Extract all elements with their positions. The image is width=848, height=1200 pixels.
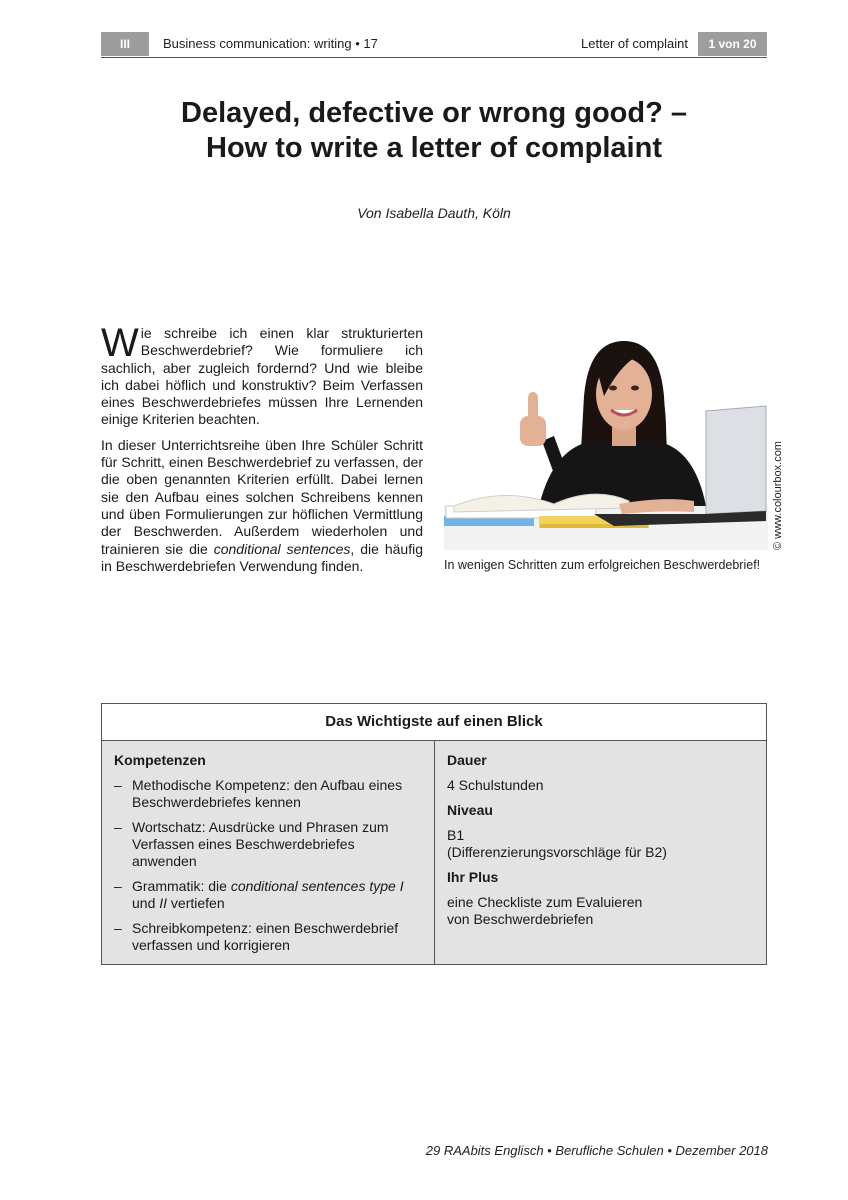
grammar-italic: conditional sentences type I [230,878,404,894]
competencies-heading: Kompetenzen [114,752,206,768]
intro-p2-italic: conditional sentences [213,540,351,557]
photo-credit: © www.colourbox.com [772,441,784,550]
grammar-italic-2: II [159,895,168,911]
section-number: III [101,32,149,56]
intro-p2-end: , die häufig in Beschwerdebriefen Verwendung finden. [101,540,423,574]
list-dash: – [114,920,122,936]
list-item [114,777,422,811]
plus-value [447,894,754,928]
grammar-text: Grammatik: die [132,878,231,894]
level-value [447,827,754,861]
level-heading: Niveau [447,802,493,818]
list-item [114,920,422,954]
intro-paragraph-1 [101,321,423,429]
grammar-and: und [132,895,160,911]
list-item-text: Schreibkompetenz: einen Beschwerdebrief verfassen und korrigieren [132,920,399,953]
intro-paragraph-2 [101,437,423,575]
intro-p2-text: In dieser Unterrichtsreihe üben Ihre Schüler Schritt für Schritt, einen Beschwerdebrief zu verfassen, der die oben genannten Kriterien erfüllt. Dabei lernen sie den Aufbau eines solchen Schreibens kennen und üben Formulierungen zur höflichen Vermittlung der Beschwerden. Außerdem wiederholen und trainieren sie die [101,436,423,557]
list-item-text: Methodische Kompetenz: den Aufbau eines Beschwerdebriefes kennen [132,777,403,810]
page-title [101,96,767,166]
list-item-text: Wortschatz: Ausdrücke und Phrasen zum Verfassen eines Beschwerdebriefes anwenden [132,819,389,869]
plus-line-1: eine Checkliste zum Evaluieren [447,894,643,910]
title-line-1: Delayed, defective or wrong good? – [181,97,687,129]
level-line-1: B1 [447,827,465,843]
grammar-end: vertiefen [167,895,225,911]
intro-p1-text: ie schreibe ich einen klar strukturierten Beschwerdebrief? Wie formuliere ich sachlich, aber zugleich fordernd? Und wie bleibe ich dabei höflich und konstruktiv? Beim Verfassen eines Beschwerdebriefes müssen Ihre Lernenden einige Kriterien beachten. [101,325,423,428]
page-header [101,32,767,58]
list-dash: – [114,819,122,835]
details-column [435,741,766,964]
duration-value: 4 Schulstunden [447,777,544,793]
competencies-list [114,777,422,954]
competencies-column [102,741,435,964]
photo-woman-laptop [444,336,768,550]
plus-heading: Ihr Plus [447,869,499,885]
list-dash: – [114,777,122,793]
intro-text [101,321,423,583]
title-line-2: How to write a letter of complaint [206,132,662,164]
summary-box [101,703,767,965]
list-dash: – [114,878,122,894]
page-footer: 29 RAAbits Englisch • Berufliche Schulen • Dezember 2018 [425,1143,768,1158]
author-line: Von Isabella Dauth, Köln [357,205,511,221]
drop-cap: W [101,321,139,365]
header-topic: Business communication: writing • 17 [163,36,378,51]
list-item [114,819,422,870]
page-indicator: 1 von 20 [698,32,767,56]
summary-heading: Das Wichtigste auf einen Blick [102,704,766,741]
plus-line-2: von Beschwerdebriefen [447,911,594,927]
header-doc-type: Letter of complaint [581,36,688,51]
list-item [114,878,422,912]
photo-illustration [444,336,768,550]
level-line-2: (Differenzierungsvorschläge für B2) [447,844,667,860]
photo-caption: In wenigen Schritten zum erfolgreichen Beschwerdebrief! [444,558,761,572]
duration-heading: Dauer [447,752,487,768]
